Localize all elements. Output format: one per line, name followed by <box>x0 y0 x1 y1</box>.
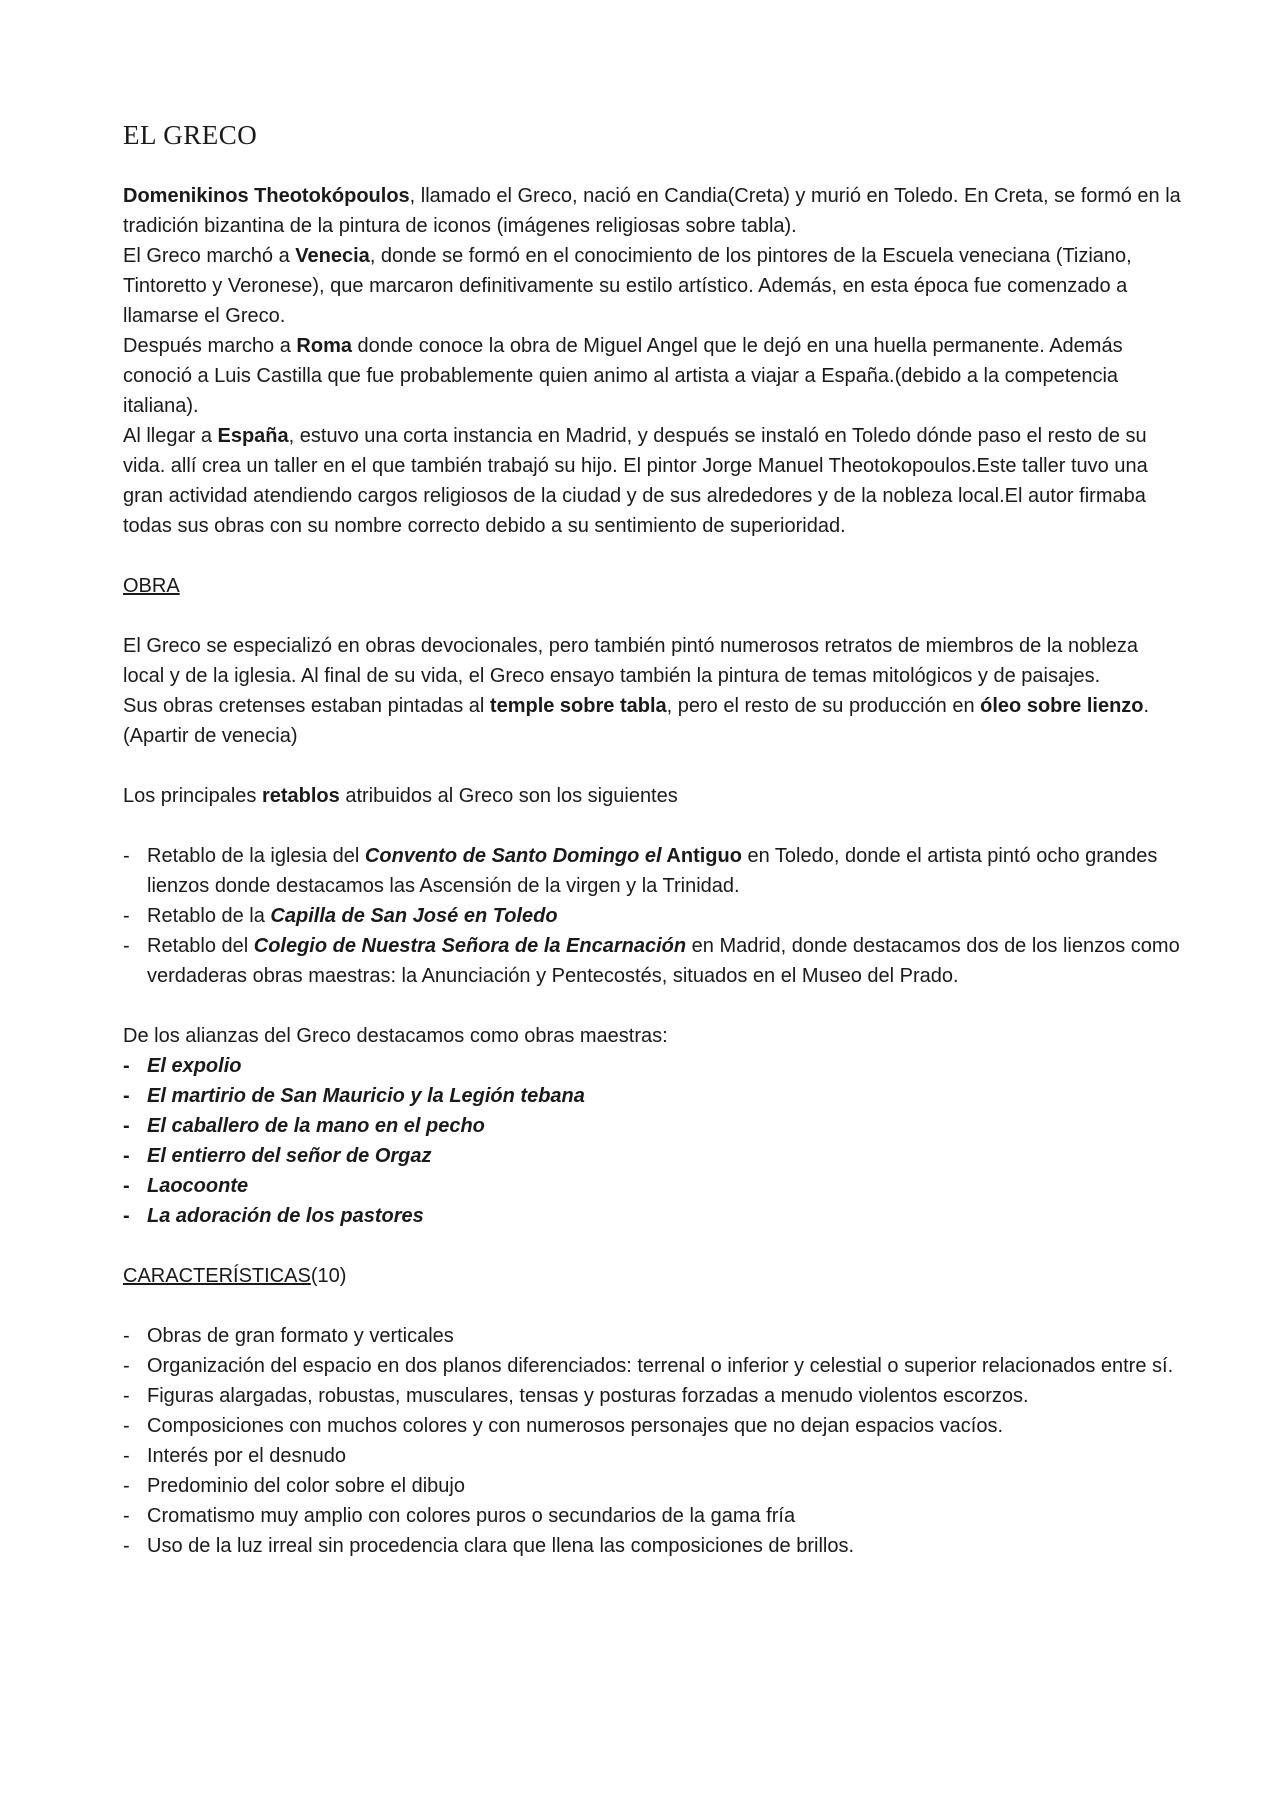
section-heading-obra: OBRA <box>123 575 180 597</box>
list-item: - El expolio <box>123 1055 242 1077</box>
list-item: - Retablo de la Capilla de San José en Toledo <box>123 905 558 927</box>
list-item: - Uso de la luz irreal sin procedencia clara que llena las composiciones de brillos. <box>123 1535 855 1557</box>
list-item: - El martirio de San Mauricio y la Legión tebana <box>123 1085 585 1107</box>
document-page <box>123 120 1183 1561</box>
list-item: - El entierro del señor de Orgaz <box>123 1145 432 1167</box>
list-item: - Composiciones con muchos colores y con numerosos personajes que no dejan espacios vacíos. <box>123 1415 1004 1437</box>
obras-maestras-list <box>123 1051 1183 1231</box>
list-item: - Obras de gran formato y verticales <box>123 1325 454 1347</box>
list-item: - La adoración de los pastores <box>123 1205 424 1227</box>
page-title: EL GRECO <box>123 120 258 150</box>
intro-paragraph-4: Al llegar a España, estuvo una corta instancia en Madrid, y después se instaló en Toledo dónde paso el resto de su vida. allí crea un taller en el que también trabajó su hijo. El pintor Jorge Manuel Theotokopoulos.Este taller tuvo una gran actividad atendiendo cargos religiosos de la ciudad y de sus alrededores y de la nobleza local.El autor firmaba todas sus obras con su nombre correcto debido a su sentimiento de superioridad. <box>123 425 1148 537</box>
obra-paragraph-2: Sus obras cretenses estaban pintadas al temple sobre tabla, pero el resto de su producción en óleo sobre lienzo.(Apartir de venecia) <box>123 695 1150 747</box>
section-heading-caracteristicas: CARACTERÍSTICAS(10) <box>123 1265 347 1287</box>
list-item: - Interés por el desnudo <box>123 1445 347 1467</box>
list-item: - Retablo del Colegio de Nuestra Señora de la Encarnación en Madrid, donde destacamos dos de los lienzos como verdaderas obras maestras: la Anunciación y Pentecostés, situados en el Museo del Prado. <box>123 935 1180 987</box>
list-item: - Cromatismo muy amplio con colores puros o secundarios de la gama fría <box>123 1505 796 1527</box>
intro-paragraph-2: El Greco marchó a Venecia, donde se formó en el conocimiento de los pintores de la Escuela veneciana (Tiziano, Tintoretto y Veronese), que marcaron definitivamente su estilo artístico. Además, en esta época fue comenzado a llamarse el Greco. <box>123 245 1132 327</box>
intro-paragraph-3: Después marcho a Roma donde conoce la obra de Miguel Angel que le dejó en una huella permanente. Además conoció a Luis Castilla que fue probablemente quien animo al artista a viajar a España.(debido a la competencia italiana). <box>123 335 1123 417</box>
list-item: - Predominio del color sobre el dibujo <box>123 1475 465 1497</box>
retablos-list <box>123 841 1183 991</box>
obra-paragraph-3: Los principales retablos atribuidos al Greco son los siguientes <box>123 785 678 807</box>
list-item: - Laocoonte <box>123 1175 249 1197</box>
list-item: - Organización del espacio en dos planos diferenciados: terrenal o inferior y celestial o superior relacionados entre sí. <box>123 1355 1174 1377</box>
obras-maestras-intro: De los alianzas del Greco destacamos como obras maestras: <box>123 1025 668 1047</box>
list-item: - El caballero de la mano en el pecho <box>123 1115 485 1137</box>
list-item: - Retablo de la iglesia del Convento de Santo Domingo el Antiguo en Toledo, donde el artista pintó ocho grandes lienzos donde destacamos las Ascensión de la virgen y la Trinidad. <box>123 845 1158 897</box>
obra-paragraph-1: El Greco se especializó en obras devocionales, pero también pintó numerosos retratos de miembros de la nobleza local y de la iglesia. Al final de su vida, el Greco ensayo también la pintura de temas mitológicos y de paisajes. <box>123 635 1138 687</box>
intro-paragraph-1: Domenikinos Theotokópoulos, llamado el Greco, nació en Candia(Creta) y murió en Toledo. En Creta, se formó en la tradición bizantina de la pintura de iconos (imágenes religiosas sobre tabla). <box>123 185 1181 237</box>
caracteristicas-list <box>123 1321 1183 1561</box>
list-item: - Figuras alargadas, robustas, musculares, tensas y posturas forzadas a menudo violentos escorzos. <box>123 1385 1029 1407</box>
